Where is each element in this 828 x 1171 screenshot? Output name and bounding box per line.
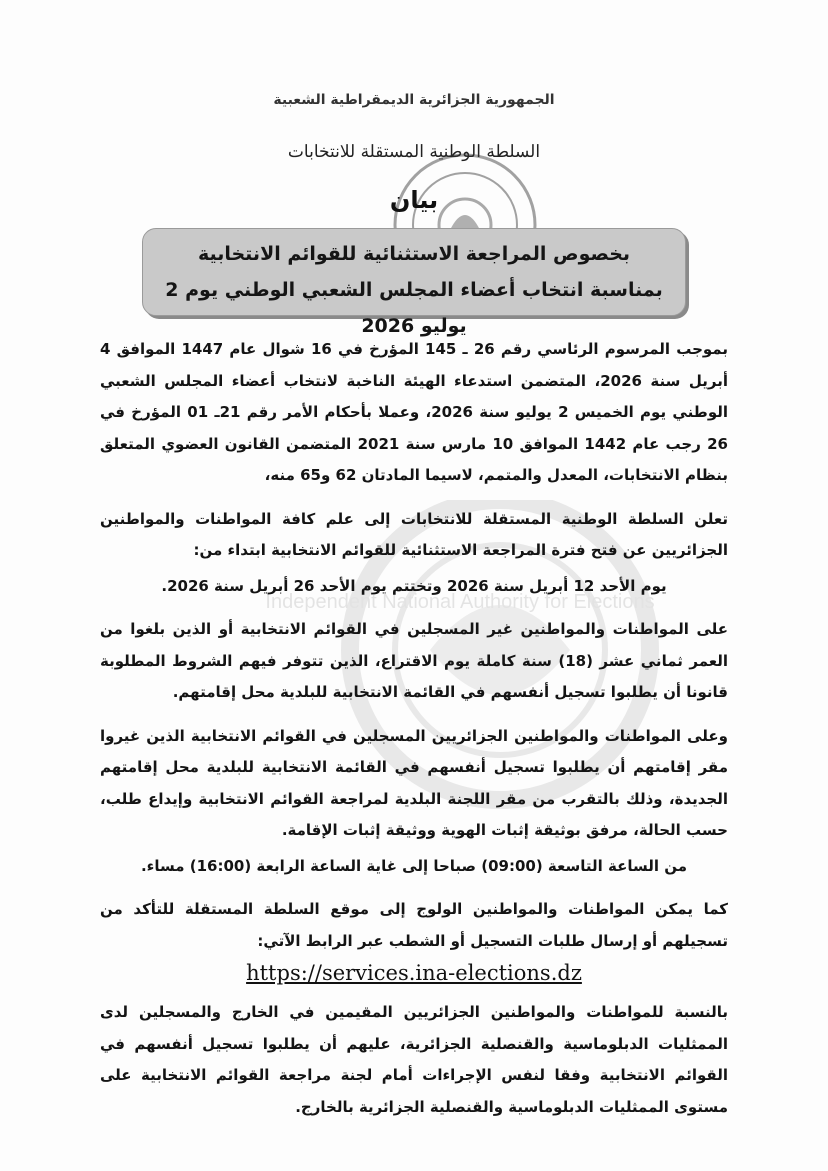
paragraph-decree: بموجب المرسوم الرئاسي رقم 26 ـ 145 المؤرخ في 16 شوال عام 1447 الموافق 4 أبريل سنة 2026، المتضمن استدعاء الهيئة الناخبة لانتخاب أعضاء المجلس الشعبي الوطني يوم الخميس 2 يوليو سنة 2026، وعملا بأحكام الأمر رقم 21ـ 01 المؤرخ في 26 رجب عام 1442 الموافق 10 مارس سنة 2021 المتضمن القانون العضوي المتعلق بنظام الانتخابات، المعدل والمتمم، لاسيما المادتان 62 و65 منه، [100, 340, 728, 484]
website-link-line [100, 961, 728, 985]
paragraph-dates: يوم الأحد 12 أبريل سنة 2026 وتختتم يوم الأحد 26 أبريل سنة 2026. [161, 576, 667, 595]
title-banner [142, 228, 686, 337]
republic-header: الجمهورية الجزائرية الديمقراطية الشعبية [273, 92, 555, 108]
authority-name: السلطة الوطنية المستقلة للانتخابات [287, 142, 541, 162]
banner-line-2: بمناسبة انتخاب أعضاء المجلس الشعبي الوطني يوم 2 يوليو 2026 [165, 279, 663, 337]
banner-line-1: بخصوص المراجعة الاستثنائية للقوائم الانتخابية [197, 243, 631, 265]
statement-title: بيان [389, 186, 439, 214]
svg-text:Independent National Authority: Independent National Authority for Elections [265, 591, 655, 613]
paragraph-changed-residence: وعلى المواطنات والمواطنين الجزائريين المسجلين في القوائم الانتخابية الذين غيروا مقر إقامتهم أن يطلبوا تسجيل أنفسهم في القائمة الانتخابية للبلدية محل إقامتهم الجديدة، وذلك بالتقرب من مقر اللجنة البلدية لمراجعة القوائم الانتخابية وإيداع طلب، حسب الحالة، مرفق بوثيقة إثبات الهوية ووثيقة إثبات الإقامة. [100, 726, 728, 839]
website-link[interactable]: https://services.ina-elections.dz [246, 961, 582, 985]
paragraph-hours: من الساعة التاسعة (09:00) صباحا إلى غاية الساعة الرابعة (16:00) مساء. [140, 856, 688, 875]
paragraph-website: كما يمكن المواطنات والمواطنين الولوج إلى موقع السلطة المستقلة للتأكد من تسجيلهم أو إرسال طلبات التسجيل أو الشطب عبر الرابط الآتي: [100, 900, 728, 950]
paragraph-unregistered: على المواطنات والمواطنين غير المسجلين في القوائم الانتخابية أو الذين بلغوا من العمر ثماني عشر (18) سنة كاملة يوم الاقتراع، الذين تتوفر فيهم الشروط المطلوبة قانونا أن يطلبوا تسجيل أنفسهم في القائمة الانتخابية للبلدية محل إقامتهم. [100, 620, 728, 701]
paragraph-abroad: بالنسبة للمواطنات والمواطنين الجزائريين المقيمين في الخارج والمسجلين لدى الممثليات الدبلوماسية والقنصلية الجزائرية، عليهم أن يطلبوا تسجيل أنفسهم في القوائم الانتخابية وفقا لنفس الإجراءات أمام لجنة مراجعة القوائم الانتخابية على مستوى الممثليات الدبلوماسية والقنصلية الجزائرية بالخارج. [100, 1003, 728, 1116]
statement-body [100, 334, 728, 1135]
paragraph-announcement: تعلن السلطة الوطنية المستقلة للانتخابات إلى علم كافة المواطنات والمواطنين الجزائريين عن فتح فترة المراجعة الاستثنائية للقوائم الانتخابية ابتداء من: [100, 509, 728, 559]
